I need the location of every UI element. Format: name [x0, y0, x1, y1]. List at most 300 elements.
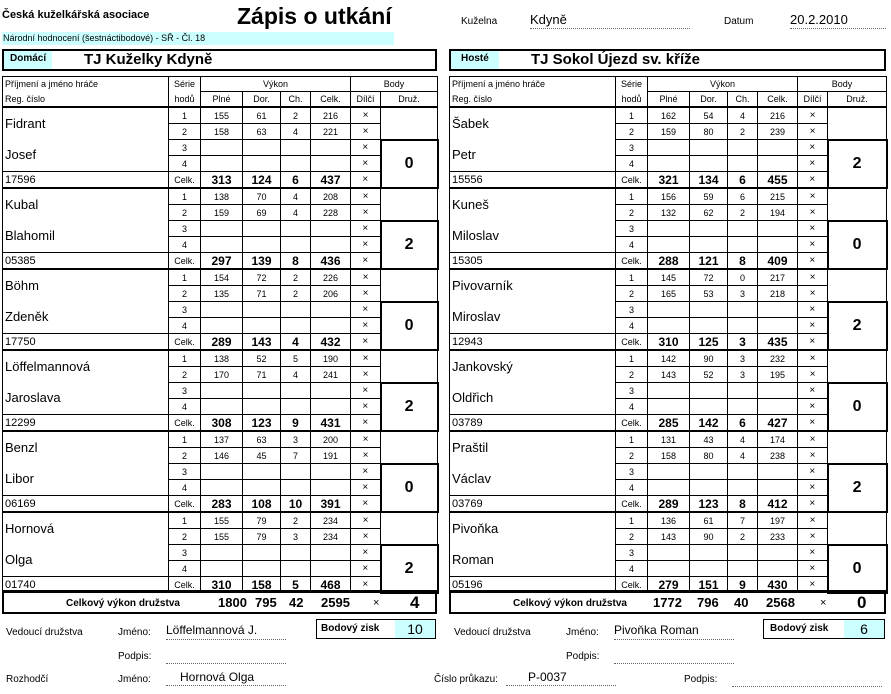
- series-value-empty: [281, 318, 311, 334]
- series-value-empty: [758, 302, 798, 318]
- series-number: 4: [169, 561, 201, 577]
- series-value: 63: [243, 431, 281, 448]
- series-value-empty: [311, 383, 351, 399]
- player-reg-number: 05196: [450, 577, 616, 593]
- referee-sign-line: [732, 670, 882, 687]
- partial-points-mark: ×: [351, 350, 381, 367]
- series-number: 4: [616, 156, 648, 172]
- series-value: 170: [201, 367, 243, 383]
- series-value: 4: [728, 107, 758, 124]
- series-value-empty: [728, 318, 758, 334]
- series-value: 146: [201, 448, 243, 464]
- player-total-value: 10: [281, 496, 311, 513]
- series-number: 3: [616, 383, 648, 399]
- series-value: 4: [728, 431, 758, 448]
- series-value: 138: [201, 350, 243, 367]
- page-title: Zápis o utkání: [237, 3, 392, 29]
- table-row: [3, 221, 438, 237]
- table-row: [450, 107, 887, 124]
- series-value: 45: [243, 448, 281, 464]
- series-value-empty: [690, 318, 728, 334]
- referee-label: Rozhodčí: [6, 674, 49, 685]
- table-row: [3, 107, 438, 124]
- series-value-empty: [281, 221, 311, 237]
- series-value: 216: [311, 107, 351, 124]
- series-value: 5: [281, 350, 311, 367]
- partial-points-mark: ×: [351, 140, 381, 156]
- col-series-header-2: hodů: [616, 92, 648, 108]
- player-total-value: 321: [648, 172, 690, 189]
- series-value-empty: [648, 399, 690, 415]
- series-value-empty: [201, 221, 243, 237]
- series-value-empty: [281, 464, 311, 480]
- player-first-name: Miroslav: [450, 302, 616, 334]
- team-points: 2: [828, 140, 887, 189]
- series-value: 216: [758, 107, 798, 124]
- series-value-empty: [758, 464, 798, 480]
- partial-points-mark: ×: [351, 448, 381, 464]
- partial-points-mark: ×: [798, 124, 828, 140]
- referee-name-label: Jméno:: [118, 674, 151, 685]
- team-points-spacer: [381, 269, 438, 302]
- player-last-name: Pivovarník: [450, 269, 616, 302]
- away-total-miss: 40: [734, 595, 749, 610]
- col-miss-header: Ch.: [728, 92, 758, 108]
- series-number: 4: [169, 318, 201, 334]
- player-total-value: 285: [648, 415, 690, 432]
- series-value-empty: [243, 237, 281, 253]
- partial-points-mark: ×: [798, 561, 828, 577]
- partial-points-mark: ×: [351, 431, 381, 448]
- col-full-header: Plné: [648, 92, 690, 108]
- series-value: 52: [690, 367, 728, 383]
- player-total-value: 124: [243, 172, 281, 189]
- partial-points-mark: ×: [351, 383, 381, 399]
- partial-points-mark: ×: [351, 367, 381, 383]
- series-value-empty: [243, 302, 281, 318]
- series-value: 132: [648, 205, 690, 221]
- home-bz-label: Bodový zisk: [321, 623, 380, 634]
- player-last-name: Kubal: [3, 188, 169, 221]
- away-bz-value: 6: [844, 620, 884, 638]
- team-points: 2: [828, 464, 887, 513]
- series-number: 3: [616, 140, 648, 156]
- away-sign-label: Podpis:: [566, 651, 600, 662]
- partial-points-mark: ×: [798, 286, 828, 302]
- series-number: 1: [169, 107, 201, 124]
- away-total-x: ×: [820, 597, 827, 609]
- series-value-empty: [201, 140, 243, 156]
- table-row: [450, 253, 887, 270]
- partial-points-mark: ×: [798, 221, 828, 237]
- total-label: Celk.: [616, 577, 648, 593]
- player-last-name: Hornová: [3, 512, 169, 545]
- series-value: 2: [728, 205, 758, 221]
- partial-points-mark: ×: [351, 205, 381, 221]
- team-points-spacer: [381, 107, 438, 140]
- table-row: [450, 512, 887, 529]
- series-value-empty: [281, 237, 311, 253]
- player-total-value: 432: [311, 334, 351, 351]
- col-player-header: Příjmení a jméno hráče: [3, 77, 169, 92]
- series-value: 4: [728, 448, 758, 464]
- team-points: 0: [381, 464, 438, 513]
- player-total-value: 427: [758, 415, 798, 432]
- player-total-value: 142: [690, 415, 728, 432]
- series-value-empty: [201, 237, 243, 253]
- player-total-value: 412: [758, 496, 798, 513]
- player-total-value: 308: [201, 415, 243, 432]
- partial-points-mark: ×: [351, 269, 381, 286]
- series-value: 52: [243, 350, 281, 367]
- series-value-empty: [281, 545, 311, 561]
- series-value: 80: [690, 124, 728, 140]
- series-value: 159: [648, 124, 690, 140]
- series-number: 1: [616, 188, 648, 205]
- series-number: 2: [616, 448, 648, 464]
- player-total-value: 139: [243, 253, 281, 270]
- series-value-empty: [201, 399, 243, 415]
- player-total-value: 437: [311, 172, 351, 189]
- player-total-value: 121: [690, 253, 728, 270]
- player-total-value: 134: [690, 172, 728, 189]
- player-last-name: Fidrant: [3, 107, 169, 140]
- series-value-empty: [281, 302, 311, 318]
- player-total-value: 391: [311, 496, 351, 513]
- series-value-empty: [243, 318, 281, 334]
- team-points-spacer: [381, 188, 438, 221]
- partial-points-mark: ×: [798, 415, 828, 432]
- series-value: 70: [243, 188, 281, 205]
- col-series-header-2: hodů: [169, 92, 201, 108]
- series-value-empty: [690, 237, 728, 253]
- series-value-empty: [758, 237, 798, 253]
- series-value: 206: [311, 286, 351, 302]
- series-number: 3: [169, 545, 201, 561]
- partial-points-mark: ×: [351, 399, 381, 415]
- player-last-name: Jankovský: [450, 350, 616, 383]
- series-number: 1: [169, 269, 201, 286]
- away-score-table: [449, 76, 888, 594]
- partial-points-mark: ×: [798, 399, 828, 415]
- away-total-label: Celkový výkon družstva: [513, 598, 627, 609]
- partial-points-mark: ×: [798, 529, 828, 545]
- series-number: 1: [616, 107, 648, 124]
- table-row: [3, 172, 438, 189]
- series-value: 69: [243, 205, 281, 221]
- table-row: [450, 269, 887, 286]
- series-value-empty: [690, 480, 728, 496]
- table-row: [3, 512, 438, 529]
- series-value: 79: [243, 529, 281, 545]
- series-value-empty: [648, 545, 690, 561]
- series-number: 4: [616, 399, 648, 415]
- series-value-empty: [201, 318, 243, 334]
- series-number: 4: [169, 399, 201, 415]
- series-number: 1: [169, 512, 201, 529]
- home-tag: Domácí: [4, 51, 52, 69]
- series-value-empty: [758, 383, 798, 399]
- partial-points-mark: ×: [351, 253, 381, 270]
- series-value-empty: [728, 561, 758, 577]
- total-label: Celk.: [616, 334, 648, 351]
- player-total-value: 435: [758, 334, 798, 351]
- table-row: [450, 383, 887, 399]
- series-value: 159: [201, 205, 243, 221]
- series-value-empty: [201, 464, 243, 480]
- series-value-empty: [728, 237, 758, 253]
- series-value-empty: [648, 561, 690, 577]
- series-value-empty: [728, 302, 758, 318]
- series-value-empty: [758, 480, 798, 496]
- series-value-empty: [648, 156, 690, 172]
- partial-points-mark: ×: [351, 529, 381, 545]
- partial-points-mark: ×: [798, 367, 828, 383]
- table-row: [450, 221, 887, 237]
- home-name-label: Jméno:: [118, 627, 151, 638]
- table-row: [450, 496, 887, 513]
- series-value: 71: [243, 286, 281, 302]
- series-value-empty: [243, 140, 281, 156]
- series-value-empty: [311, 545, 351, 561]
- partial-points-mark: ×: [798, 237, 828, 253]
- team-points: 0: [381, 302, 438, 351]
- series-value-empty: [243, 561, 281, 577]
- partial-points-mark: ×: [351, 512, 381, 529]
- series-value-empty: [728, 464, 758, 480]
- table-row: [3, 415, 438, 432]
- away-total-clear: 796: [697, 595, 719, 610]
- partial-points-mark: ×: [798, 448, 828, 464]
- series-value: 4: [281, 367, 311, 383]
- series-number: 1: [169, 188, 201, 205]
- player-first-name: Zdeněk: [3, 302, 169, 334]
- player-total-value: 409: [758, 253, 798, 270]
- series-value: 2: [281, 107, 311, 124]
- series-value: 156: [648, 188, 690, 205]
- series-value: 208: [311, 188, 351, 205]
- series-value: 232: [758, 350, 798, 367]
- series-value-empty: [728, 480, 758, 496]
- col-total-header: Celk.: [758, 92, 798, 108]
- series-value: 53: [690, 286, 728, 302]
- table-row: [3, 383, 438, 399]
- partial-points-mark: ×: [351, 464, 381, 480]
- col-total-header: Celk.: [311, 92, 351, 108]
- player-total-value: 283: [201, 496, 243, 513]
- referee-card-number: P-0037: [506, 670, 616, 686]
- player-total-value: 9: [728, 577, 758, 593]
- series-value-empty: [758, 140, 798, 156]
- total-label: Celk.: [169, 496, 201, 513]
- series-value-empty: [648, 302, 690, 318]
- player-total-value: 468: [311, 577, 351, 593]
- partial-points-mark: ×: [351, 286, 381, 302]
- series-value: 174: [758, 431, 798, 448]
- partial-points-mark: ×: [798, 302, 828, 318]
- series-value-empty: [201, 383, 243, 399]
- team-points-spacer: [828, 431, 887, 464]
- player-reg-number: 12299: [3, 415, 169, 432]
- player-last-name: Kuneš: [450, 188, 616, 221]
- player-last-name: Šabek: [450, 107, 616, 140]
- series-number: 2: [169, 124, 201, 140]
- series-value: 72: [690, 269, 728, 286]
- away-leader-label: Vedoucí družstva: [454, 627, 531, 638]
- table-row: [450, 302, 887, 318]
- table-row: [450, 350, 887, 367]
- series-value-empty: [311, 464, 351, 480]
- col-partial-header: Dílčí: [798, 92, 828, 108]
- series-value: 218: [758, 286, 798, 302]
- series-number: 2: [616, 529, 648, 545]
- team-points: 0: [828, 221, 887, 270]
- series-value: 63: [243, 124, 281, 140]
- player-reg-number: 17750: [3, 334, 169, 351]
- series-value: 3: [728, 367, 758, 383]
- player-total-value: 436: [311, 253, 351, 270]
- series-value: 197: [758, 512, 798, 529]
- table-row: [3, 269, 438, 286]
- series-value-empty: [281, 561, 311, 577]
- series-value: 43: [690, 431, 728, 448]
- series-value: 79: [243, 512, 281, 529]
- player-last-name: Benzl: [3, 431, 169, 464]
- date-label: Datum: [724, 16, 754, 27]
- team-points-spacer: [828, 107, 887, 140]
- partial-points-mark: ×: [798, 577, 828, 593]
- table-row: [3, 464, 438, 480]
- player-total-value: 289: [201, 334, 243, 351]
- series-value: 143: [648, 367, 690, 383]
- player-total-value: 279: [648, 577, 690, 593]
- player-total-value: 3: [728, 334, 758, 351]
- table-row: [3, 140, 438, 156]
- series-value: 238: [758, 448, 798, 464]
- series-value-empty: [311, 318, 351, 334]
- away-team-total: [449, 590, 886, 614]
- series-value-empty: [311, 140, 351, 156]
- team-points-spacer: [381, 512, 438, 545]
- series-value: 155: [201, 512, 243, 529]
- col-series-header: Série: [169, 77, 201, 92]
- series-value-empty: [690, 140, 728, 156]
- player-total-value: 310: [201, 577, 243, 593]
- home-total-clear: 795: [255, 595, 277, 610]
- series-value: 6: [728, 188, 758, 205]
- home-total-label: Celkový výkon družstva: [66, 598, 180, 609]
- series-value-empty: [758, 545, 798, 561]
- team-points: 2: [828, 302, 887, 351]
- organization-name: Česká kuželkářská asociace: [2, 9, 150, 21]
- series-value: 191: [311, 448, 351, 464]
- away-leader-name: Pivoňka Roman: [614, 623, 734, 640]
- series-value-empty: [758, 156, 798, 172]
- home-bz-value: 10: [395, 620, 435, 638]
- col-player-header: Příjmení a jméno hráče: [450, 77, 616, 92]
- series-number: 1: [616, 350, 648, 367]
- player-first-name: Olga: [3, 545, 169, 577]
- series-value: 4: [281, 188, 311, 205]
- partial-points-mark: ×: [351, 415, 381, 432]
- player-total-value: 123: [243, 415, 281, 432]
- series-value-empty: [690, 399, 728, 415]
- player-total-value: 288: [648, 253, 690, 270]
- series-number: 3: [169, 383, 201, 399]
- col-points-header: Body: [351, 77, 438, 92]
- series-value: 71: [243, 367, 281, 383]
- away-sign-line: [614, 647, 734, 664]
- series-value-empty: [690, 561, 728, 577]
- series-value: 131: [648, 431, 690, 448]
- series-value: 7: [281, 448, 311, 464]
- total-label: Celk.: [169, 172, 201, 189]
- table-row: [3, 188, 438, 205]
- series-value-empty: [648, 464, 690, 480]
- partial-points-mark: ×: [798, 496, 828, 513]
- col-reg-header: Reg. číslo: [450, 92, 616, 108]
- series-number: 4: [616, 480, 648, 496]
- series-number: 3: [169, 221, 201, 237]
- home-leader-label: Vedoucí družstva: [6, 627, 83, 638]
- team-points: 2: [381, 545, 438, 593]
- series-value-empty: [758, 221, 798, 237]
- series-number: 4: [616, 237, 648, 253]
- series-value: 135: [201, 286, 243, 302]
- series-value: 155: [201, 107, 243, 124]
- series-value: 200: [311, 431, 351, 448]
- series-value: 142: [648, 350, 690, 367]
- series-value-empty: [201, 545, 243, 561]
- series-value: 190: [311, 350, 351, 367]
- series-value: 158: [648, 448, 690, 464]
- player-total-value: 8: [728, 253, 758, 270]
- player-total-value: 8: [728, 496, 758, 513]
- partial-points-mark: ×: [351, 237, 381, 253]
- series-number: 1: [616, 512, 648, 529]
- col-reg-header: Reg. číslo: [3, 92, 169, 108]
- home-total-miss: 42: [289, 595, 304, 610]
- series-value-empty: [311, 156, 351, 172]
- series-value-empty: [243, 383, 281, 399]
- table-row: [3, 302, 438, 318]
- series-value: 228: [311, 205, 351, 221]
- partial-points-mark: ×: [351, 221, 381, 237]
- col-clear-header: Dor.: [243, 92, 281, 108]
- away-total-sum: 2568: [766, 595, 795, 610]
- player-total-value: 6: [728, 172, 758, 189]
- player-first-name: Blahomil: [3, 221, 169, 253]
- col-performance-header: Výkon: [648, 77, 798, 92]
- series-value: 226: [311, 269, 351, 286]
- referee-sign-label: Podpis:: [684, 674, 718, 685]
- series-number: 3: [169, 302, 201, 318]
- series-value-empty: [728, 156, 758, 172]
- player-first-name: Libor: [3, 464, 169, 496]
- series-value-empty: [690, 302, 728, 318]
- series-value-empty: [281, 480, 311, 496]
- series-value: 165: [648, 286, 690, 302]
- player-total-value: 151: [690, 577, 728, 593]
- series-value-empty: [690, 156, 728, 172]
- partial-points-mark: ×: [351, 577, 381, 593]
- series-value: 2: [281, 269, 311, 286]
- series-value: 154: [201, 269, 243, 286]
- series-value: 145: [648, 269, 690, 286]
- player-last-name: Löffelmannová: [3, 350, 169, 383]
- referee-name: Hornová Olga: [166, 670, 286, 686]
- team-points: 0: [381, 140, 438, 189]
